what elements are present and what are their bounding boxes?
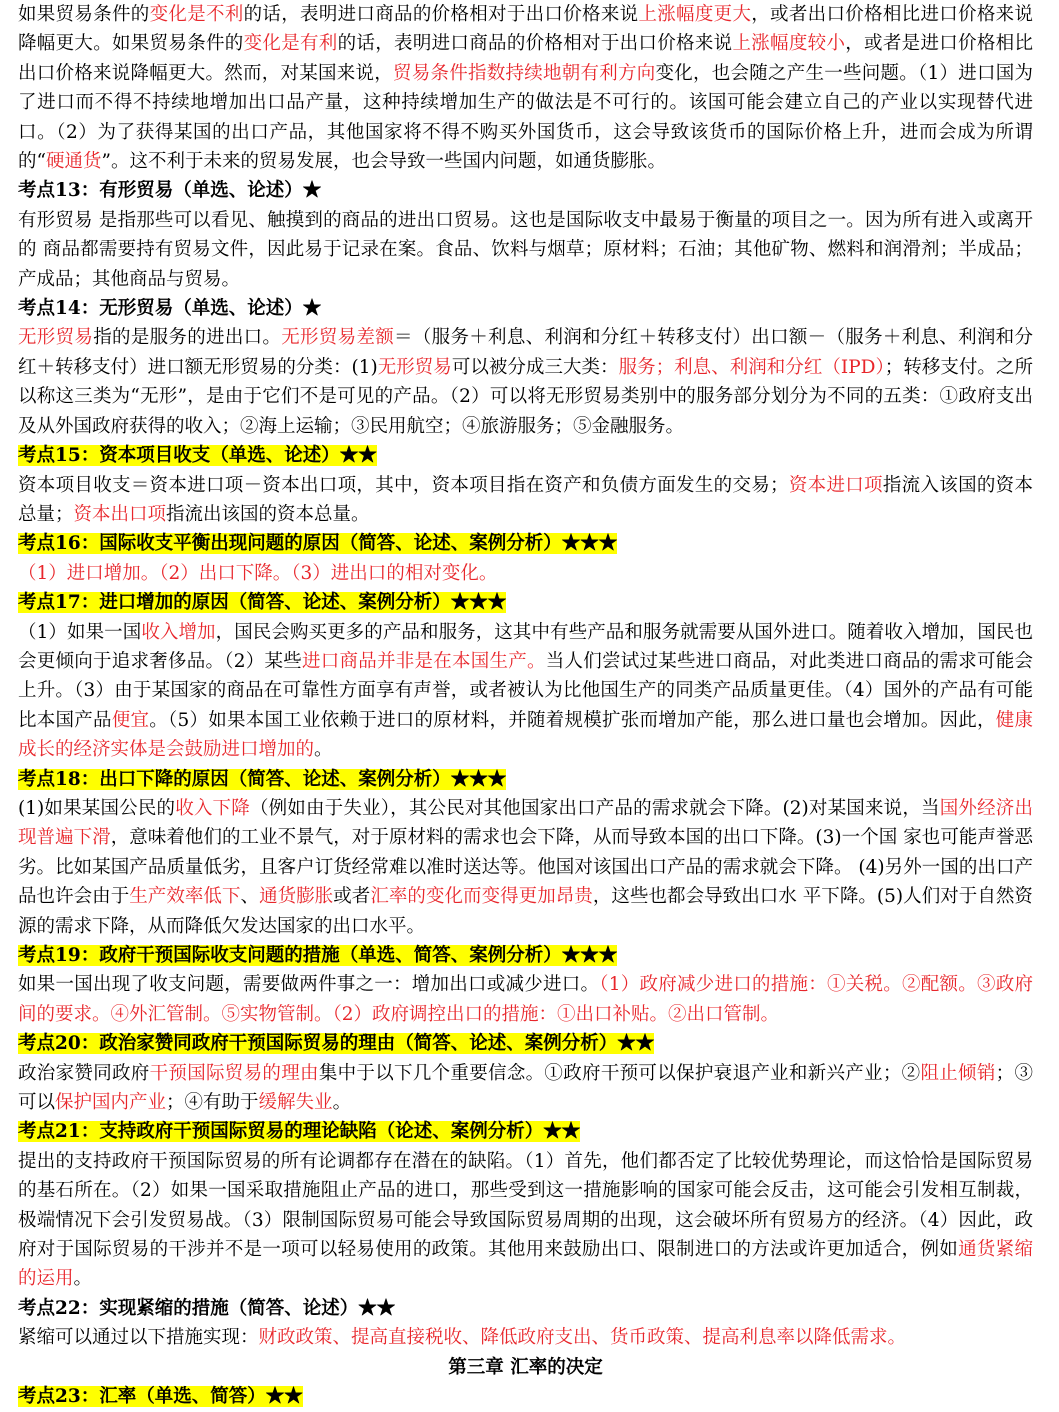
chapter-title: 第三章 汇率的决定: [448, 1356, 603, 1378]
heading-kaodian-15: 考点15：资本项目收支（单选、论述）★★: [18, 445, 377, 467]
heading-kaodian-20: 考点20：政治家赞同政府干预国际贸易的理由（简答、论述、案例分析）★★: [18, 1033, 655, 1055]
paragraph-terms-of-trade: 如果贸易条件的变化是不利的话，表明进口商品的价格相对于出口价格来说上涨幅度更大，或者出口价格相比进口价格来说降幅更大。如果贸易条件的变化是有利的话，表明进口商品的价格相对于出口价格来说上涨幅度较小，或者是进口价格相比出口价格来说降幅更大。然而，对某国来说，贸易条件指数持续地朝有利方向变化，也会随之产生一些问题。（1）进口国为了进口而不得不持续地增加出口品产量，这种持续增加生产的做法是不可行的。该国可能会建立自己的产业以实现替代进口。（2）为了获得某国的出口产品，其他国家将不得不购买外国货币，这会导致该货币的国际价格上升，进而会成为所谓的“硬通货”。这不利于未来的贸易发展，也会导致一些国内问题，如通货膨胀。: [18, 4, 1033, 173]
heading-kaodian-14: 考点14：无形贸易（单选、论述）★: [18, 298, 322, 320]
heading-kaodian-23: 考点23：汇率（单选、简答）★★: [18, 1386, 303, 1408]
heading-kaodian-16: 考点16：国际收支平衡出现问题的原因（简答、论述、案例分析）★★★: [18, 533, 618, 555]
paragraph-theory-flaws: 提出的支持政府干预国际贸易的所有论调都存在潜在的缺陷。（1）首先，他们都否定了比较优势理论，而这恰恰是国际贸易的基石所在。（2）如果一国采取措施阻止产品的进口，那些受到这一措施影响的国家可能会反击，这可能会引发相互制裁，极端情况下会引发贸易战。（3）限制国际贸易可能会导致国际贸易周期的出现，这会破坏所有贸易方的经济。（4）因此，政府对于国际贸易的干涉并不是一项可以轻易使用的政策。其他用来鼓励出口、限制进口的方法或许更加适合，例如通货紧缩的运用。: [18, 1150, 1033, 1290]
heading-kaodian-17: 考点17：进口增加的原因（简答、论述、案例分析）★★★: [18, 592, 507, 614]
paragraph-bop-causes: （1）进口增加。（2）出口下降。（3）进出口的相对变化。: [18, 562, 498, 584]
paragraph-export-decrease: (1)如果某国公民的收入下降（例如由于失业），其公民对其他国家出口产品的需求就会下降。(2)对某国来说，当国外经济出现普遍下滑，意味着他们的工业不景气，对于原材料的需求也会下降，从而导致本国的出口下降。(3)一个国 家也可能声誉恶劣。比如某国产品质量低劣，且客户订货经常难以准时送达等。他国对该国出口产品的需求就会下降。 (4)另外一国的出口产品也许会由于生产效率低下、通货膨胀或者汇率的变化而变得更加昂贵，这些也都会导致出口水 平下降。(5)人们对于自然资源的需求下降，从而降低欠发达国家的出口水平。: [18, 797, 1033, 937]
paragraph-deflation-measures: 紧缩可以通过以下措施实现：财政政策、提高直接税收、降低政府支出、货币政策、提高利息率以降低需求。: [18, 1327, 907, 1349]
paragraph-government-measures: 如果一国出现了收支问题，需要做两件事之一：增加出口或减少进口。（1）政府减少进口的措施：①关税。②配额。③政府间的要求。④外汇管制。⑤实物管制。（2）政府调控出口的措施：①出口补贴。②出口管制。: [18, 974, 1033, 1025]
paragraph-visible-trade: 有形贸易 是指那些可以看见、触摸到的商品的进出口贸易。这也是国际收支中最易于衡量的项目之一。因为所有进入或离开的 商品都需要持有贸易文件，因此易于记录在案。食品、饮料与烟草；原材料；石油；其他矿物、燃料和润滑剂；半成品；产成品；其他商品与贸易。: [18, 209, 1033, 290]
paragraph-import-increase: （1）如果一国收入增加，国民会购买更多的产品和服务，这其中有些产品和服务就需要从国外进口。随着收入增加，国民也会更倾向于追求奢侈品。（2）某些进口商品并非是在本国生产。当人们尝试过某些进口商品，对此类进口商品的需求可能会上升。（3）由于某国家的商品在可靠性方面享有声誉，或者被认为比他国生产的同类产品质量更佳。（4）国外的产品有可能比本国产品便宜。（5）如果本国工业依赖于进口的原材料，并随着规模扩张而增加产能，那么进口量也会增加。因此，健康成长的经济实体是会鼓励进口增加的。: [18, 621, 1033, 761]
heading-kaodian-22: 考点22：实现紧缩的措施（简答、论述）★★: [18, 1297, 396, 1319]
paragraph-capital-account: 资本项目收支＝资本进口项－资本出口项，其中，资本项目指在资产和负债方面发生的交易；资本进口项指流入该国的资本总量；资本出口项指流出该国的资本总量。: [18, 474, 1033, 525]
heading-kaodian-13: 考点13：有形贸易（单选、论述）★: [18, 180, 322, 202]
heading-kaodian-18: 考点18：出口下降的原因（简答、论述、案例分析）★★★: [18, 768, 507, 790]
paragraph-politician-reasons: 政治家赞同政府干预国际贸易的理由集中于以下几个重要信念。①政府干预可以保护衰退产业和新兴产业；②阻止倾销；③可以保护国内产业；④有助于缓解失业。: [18, 1062, 1033, 1114]
paragraph-invisible-trade: 无形贸易指的是服务的进出口。无形贸易差额＝（服务＋利息、利润和分红＋转移支付）出口额－（服务＋利息、利润和分红＋转移支付）进口额无形贸易的分类：(1)无形贸易可以被分成三大类：服务；利息、利润和分红（IPD）；转移支付。之所以称这三类为“无形”，是由于它们不是可见的产品。（2）可以将无形贸易类别中的服务部分划分为不同的五类：①政府支出及从外国政府获得的收入；②海上运输；③民用航空；④旅游服务；⑤金融服务。: [18, 327, 1033, 437]
heading-kaodian-19: 考点19：政府干预国际收支问题的措施（单选、简答、案例分析）★★★: [18, 945, 618, 966]
heading-kaodian-21: 考点21：支持政府干预国际贸易的理论缺陷（论述、案例分析）★★: [18, 1121, 581, 1143]
